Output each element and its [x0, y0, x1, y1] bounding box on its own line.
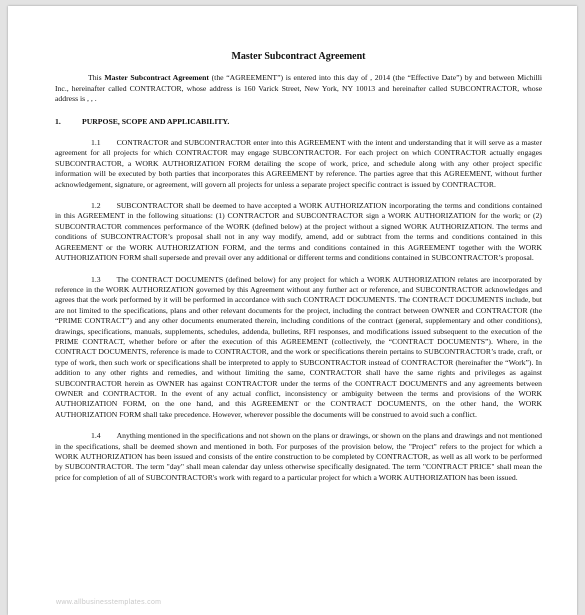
- section-title: PURPOSE, SCOPE AND APPLICABILITY.: [82, 116, 230, 126]
- document-body: [55, 52, 542, 494]
- intro-paragraph: [55, 73, 542, 104]
- section-number: 1.: [55, 116, 61, 126]
- paragraph-1-1: [55, 138, 542, 190]
- paragraph-text: Anything mentioned in the specifications and not shown on the plans or drawings, or shown on the plans and drawings and not mentioned in the specifications, shall be deemed shown and mentioned in both. For purposes of the provision below, the "Project" refers to the project for which a WORK AUTHORIZATION has been issued and consists of the entire construction to be completed by CONTRACTOR, as well as all work to be performed by SUBCONTRACTOR. The term "day" shall mean calendar day unless otherwise specifically designated. The term "CONTRACT PRICE" shall mean the price for completion of all of SUBCONTRACTOR's work with regard to a particular project for which a WORK AUTHORIZATION has been issued.: [55, 431, 542, 482]
- section-heading: [55, 117, 542, 127]
- paragraph-text: CONTRACTOR and SUBCONTRACTOR enter into this AGREEMENT with the intent and understanding that it will serve as a master agreement for all projects for which CONTRACTOR may engage SUBCONTRACTOR. For each project on which CONTRACTOR actually engages SUBCONTRACTOR, a WORK AUTHORIZATION FORM detailing the scope of work, price, and schedule along with any other project specific information will be executed by both parties that incorporates this AGREEMENT by reference. The parties agree that this AGREEMENT, without further acknowledgement, signature, or agreement, will govern all projects for unless a separate project specific contract is issued by CONTRACTOR.: [55, 138, 542, 189]
- paragraph-number: 1.3: [91, 274, 101, 284]
- paragraph-number: 1.2: [91, 201, 101, 211]
- intro-agreement-name: Master Subcontract Agreement: [104, 73, 209, 83]
- intro-text-rest: (the “AGREEMENT”) is entered into this day of , 2014 (the “Effective Date”) by and between Michilli Inc., hereinafter called CONTRACTOR, whose address is 160 Varick Street, New York, NY 10013 and hereinafter called SUBCONTRACTOR, whose address is , , .: [55, 73, 542, 104]
- paragraph-text: The CONTRACT DOCUMENTS (defined below) for any project for which a WORK AUTHORIZATION relates are incorporated by reference in the WORK AUTHORIZATION governed by this Agreement without any further act or reference, and SUBCONTRACTOR acknowledges and agrees that the work performed by it will be performed in accordance with such CONTRACT DOCUMENTS. The CONTRACT DOCUMENTS include, but are not limited to the specifications, plans and other relevant documents for the project, including the contract between OWNER and CONTRACTOR (the “PRIME CONTRACT”) and any other documents enumerated therein, including conditions of the contract (general, supplementary and other conditions), drawings, specifications, manuals, supplements, schedules, addenda, bulletins, RFI responses, and modifications issued subsequent to the execution of the PRIME CONTRACT, whether before or after the execution of this AGREEMENT (collectively, the “CONTRACT DOCUMENTS”). Where, in the CONTRACT DOCUMENTS, reference is made to CONTRACTOR, and the work or specifications therein pertains to SUBCONTRACTOR’s trade, craft, or type of work, then such work or specifications shall be interpreted to apply to SUBCONTRACTOR instead of CONTRACTOR (hereinafter the “Work”). In addition to any other rights and remedies, and without limiting the same, CONTRACTOR shall have the same rights and privileges as against SUBCONTRACTOR herein as OWNER has against CONTRACTOR under the terms of the CONTRACT DOCUMENTS and any agreements between OWNER and CONTRACTOR. In the event of any actual conflict, inconsistency or ambiguity between the terms and provisions of the WORK AUTHORIZATION FORM, on the one hand, and this AGREEMENT or the CONTRACT DOCUMENTS, on the other hand, the WORK AUTHORIZATION FORM shall take precedence. However, wherever possible the documents will be construed to avoid such a conflict.: [55, 274, 542, 419]
- document-title: Master Subcontract Agreement: [231, 51, 366, 62]
- watermark: www.allbusinesstemplates.com: [56, 599, 162, 606]
- paragraph-1-3: [55, 275, 542, 421]
- document-page: [8, 6, 577, 615]
- paragraph-1-2: [55, 201, 542, 263]
- paragraph-1-4: [55, 431, 542, 483]
- paragraph-number: 1.4: [91, 431, 101, 441]
- paragraph-number: 1.1: [91, 138, 101, 148]
- intro-text-start: This: [88, 73, 105, 83]
- paragraph-text: SUBCONTRACTOR shall be deemed to have accepted a WORK AUTHORIZATION incorporating the terms and conditions contained in this AGREEMENT in the following situations: (1) CONTRACTOR and SUBCONTRACTOR sign a WORK AUTHORIZATION for the work; or (2) SUBCONTRACTOR commences performance of the WORK (defined below) at the project without a signed WORK AUTHORIZATION. The terms and conditions of SUBCONTRACTOR’s proposal shall not in any way modify, amend, add or subtract from the terms and conditions contained in this AGREEMENT or the WORK AUTHORIZATION FORM, and the terms and conditions contained in this AGREEMENT together with the WORK AUTHORIZATION FORM shall supersede and prevail over any additional or different terms and conditions contained in SUBCONTRACTOR’s proposal.: [55, 201, 542, 263]
